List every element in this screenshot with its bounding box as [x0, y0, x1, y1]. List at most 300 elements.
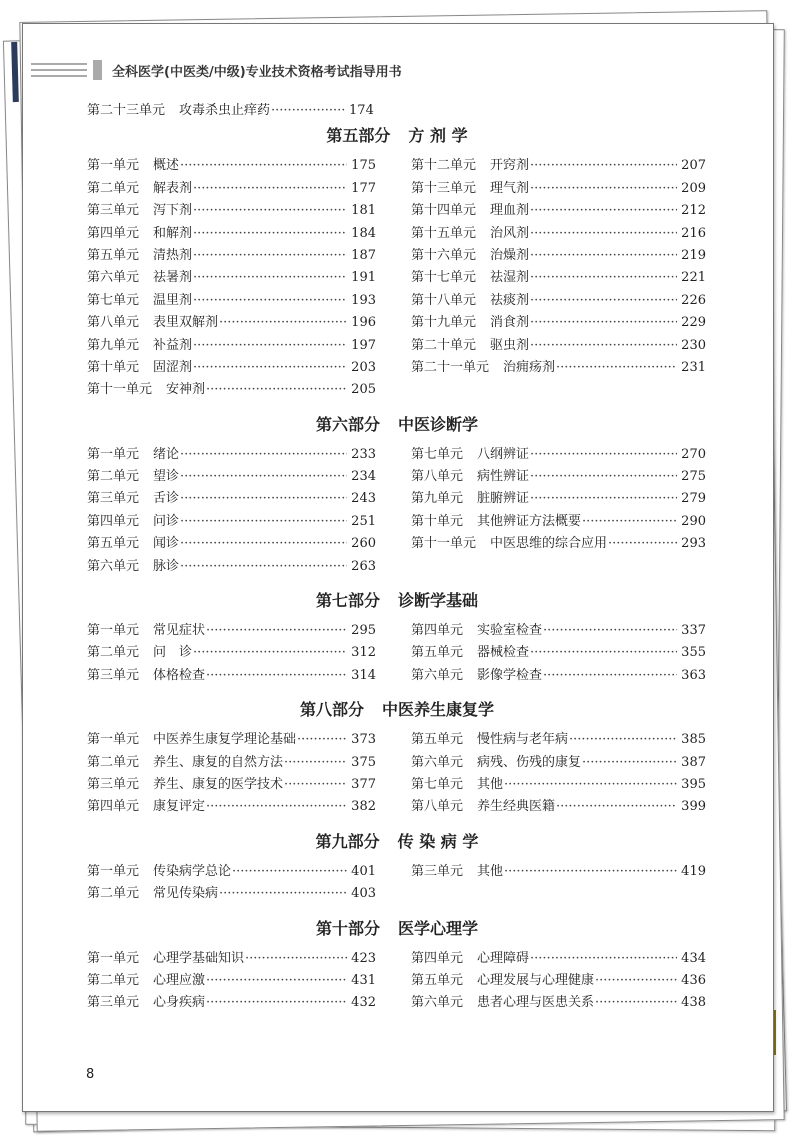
- toc-unit: 第六单元: [411, 667, 464, 683]
- toc-title: 祛暑剂: [153, 270, 193, 286]
- toc-page: 403: [351, 886, 376, 902]
- toc-entry[interactable]: [411, 729, 706, 751]
- toc-unit: 第九单元: [87, 337, 140, 353]
- toc-page: 395: [681, 776, 706, 792]
- toc-entry[interactable]: [87, 729, 376, 751]
- toc-page: 432: [351, 995, 376, 1011]
- dot-leader: [232, 861, 347, 883]
- dot-leader: [530, 335, 677, 357]
- toc-unit: 第二单元: [87, 972, 140, 988]
- toc-page: 270: [681, 446, 706, 462]
- toc-unit: 第五单元: [87, 247, 140, 263]
- toc-unit: 第四单元: [87, 799, 140, 815]
- toc-entry[interactable]: [411, 178, 706, 200]
- toc-unit: 第二单元: [87, 754, 140, 770]
- toc-title: 心理学基础知识: [153, 950, 245, 966]
- toc-title: 其他辨证方法概要: [477, 513, 582, 529]
- toc-page: 197: [351, 337, 376, 353]
- toc-title: 养生、康复的医学技术: [153, 776, 284, 792]
- toc-unit: 第二单元: [87, 645, 140, 661]
- toc-entry[interactable]: [411, 155, 706, 177]
- dot-leader: [530, 948, 677, 970]
- toc-column-right: [411, 620, 706, 687]
- toc-entry[interactable]: [87, 444, 376, 466]
- toc-entry[interactable]: [411, 533, 706, 555]
- toc-part: [87, 410, 707, 578]
- toc-entry[interactable]: [411, 267, 706, 289]
- toc-entry[interactable]: [87, 970, 376, 992]
- dot-leader: [180, 511, 347, 533]
- dot-leader: [530, 488, 677, 510]
- toc-entry[interactable]: [87, 556, 376, 578]
- toc-title: 八纲辨证: [477, 446, 530, 462]
- toc-entry[interactable]: [87, 488, 376, 510]
- toc-page: 229: [681, 315, 706, 331]
- toc-entry[interactable]: [87, 290, 376, 312]
- toc-title: 其他: [477, 776, 504, 792]
- toc-page: 212: [681, 203, 706, 219]
- toc-title: 治痈疡剂: [503, 359, 556, 375]
- toc-unit: 第五单元: [411, 645, 464, 661]
- toc-title: 攻毒杀虫止痒药: [179, 103, 271, 118]
- dot-leader: [180, 466, 347, 488]
- toc-page: 231: [681, 359, 706, 375]
- toc-entry[interactable]: [87, 620, 376, 642]
- toc-page: 209: [681, 180, 706, 196]
- dot-leader: [530, 223, 677, 245]
- dot-leader: [271, 100, 345, 122]
- toc-entry[interactable]: [411, 357, 706, 379]
- toc-page: 385: [681, 732, 706, 748]
- dot-leader: [504, 774, 677, 796]
- toc-entry[interactable]: [87, 245, 376, 267]
- part-number: 第五部分: [326, 126, 391, 146]
- toc-unit: 第十九单元: [411, 315, 477, 331]
- toc-page: 251: [351, 513, 376, 529]
- toc-title: 理气剂: [490, 180, 530, 196]
- toc-page: 174: [349, 103, 374, 118]
- dot-leader: [595, 970, 677, 992]
- toc-part: [87, 827, 707, 906]
- toc-unit: 第六单元: [87, 270, 140, 286]
- toc-page: 399: [681, 799, 706, 815]
- toc-unit: 第一单元: [87, 950, 140, 966]
- dot-leader: [206, 379, 347, 401]
- toc-unit: 第二十单元: [411, 337, 477, 353]
- toc-unit: 第六单元: [87, 558, 140, 574]
- dot-leader: [284, 774, 347, 796]
- toc-entry[interactable]: [87, 100, 707, 122]
- toc-column-right: [411, 948, 706, 1015]
- toc-entry[interactable]: [411, 861, 706, 883]
- toc-title: 补益剂: [153, 337, 193, 353]
- dot-leader: [193, 245, 347, 267]
- dot-leader: [206, 992, 347, 1014]
- toc-entry[interactable]: [87, 533, 376, 555]
- toc-unit: 第三单元: [87, 776, 140, 792]
- dot-leader: [595, 992, 677, 1014]
- header-title: 全科医学(中医类/中级)专业技术资格考试指导用书: [112, 64, 402, 80]
- toc-title: 理血剂: [490, 203, 530, 219]
- toc-entry[interactable]: [87, 178, 376, 200]
- toc-page: 216: [681, 225, 706, 241]
- toc-unit: 第十二单元: [411, 158, 477, 174]
- toc-title: 表里双解剂: [153, 315, 219, 331]
- toc-entry[interactable]: [87, 379, 376, 401]
- dot-leader: [180, 444, 347, 466]
- dot-leader: [530, 466, 677, 488]
- toc-unit: 第三单元: [87, 667, 140, 683]
- dot-leader: [530, 178, 677, 200]
- toc-page: 196: [351, 315, 376, 331]
- toc-unit: 第四单元: [411, 950, 464, 966]
- dot-leader: [556, 796, 677, 818]
- toc-title: 安神剂: [166, 382, 206, 398]
- toc-page: 431: [351, 972, 376, 988]
- toc-page: 243: [351, 491, 376, 507]
- toc-unit: 第十单元: [87, 359, 140, 375]
- toc-entry[interactable]: [87, 861, 376, 883]
- toc-unit: 第十一单元: [411, 536, 477, 552]
- toc-page: 226: [681, 292, 706, 308]
- toc-unit: 第二单元: [87, 469, 140, 485]
- toc-page: 177: [351, 180, 376, 196]
- toc-title: 体格检查: [153, 667, 206, 683]
- toc-entry[interactable]: [411, 511, 706, 533]
- toc-entry[interactable]: [87, 466, 376, 488]
- header-decoration: [31, 61, 87, 79]
- part-name: 中医养生康复学: [382, 700, 495, 720]
- toc-unit: 第十单元: [411, 513, 464, 529]
- part-title: [87, 121, 707, 151]
- toc-title: 问 诊: [153, 645, 193, 661]
- toc-unit: 第四单元: [411, 623, 464, 639]
- toc-unit: 第七单元: [411, 776, 464, 792]
- toc-page: 275: [681, 469, 706, 485]
- dot-leader: [206, 796, 347, 818]
- dot-leader: [219, 883, 347, 905]
- toc-entry[interactable]: [411, 312, 706, 334]
- dot-leader: [530, 444, 677, 466]
- toc-entry[interactable]: [411, 642, 706, 664]
- dot-leader: [193, 267, 347, 289]
- dot-leader: [180, 533, 347, 555]
- toc-unit: 第四单元: [87, 225, 140, 241]
- toc-title: 概述: [153, 158, 180, 174]
- toc-title: 祛湿剂: [490, 270, 530, 286]
- dot-leader: [530, 312, 677, 334]
- toc-page: 375: [351, 754, 376, 770]
- toc-page: 363: [681, 667, 706, 683]
- toc-page: 423: [351, 950, 376, 966]
- dot-leader: [180, 556, 347, 578]
- toc-page: 260: [351, 536, 376, 552]
- part-title: [87, 410, 707, 440]
- dot-leader: [556, 357, 677, 379]
- toc-unit: 第三单元: [87, 203, 140, 219]
- part-title: [87, 586, 707, 616]
- toc-title: 温里剂: [153, 292, 193, 308]
- toc-unit: 第十四单元: [411, 203, 477, 219]
- toc-entry[interactable]: [87, 774, 376, 796]
- toc-column-left: [87, 861, 376, 906]
- toc-page: 355: [681, 645, 706, 661]
- toc-column-right: [411, 861, 706, 906]
- toc-unit: 第二单元: [87, 886, 140, 902]
- toc-page: 438: [681, 995, 706, 1011]
- toc-columns: [87, 861, 707, 906]
- toc-page: 193: [351, 292, 376, 308]
- toc-page: 434: [681, 950, 706, 966]
- document-page: [22, 23, 774, 1112]
- toc-entry[interactable]: [411, 774, 706, 796]
- toc-title: 闻诊: [153, 536, 180, 552]
- toc-unit: 第一单元: [87, 446, 140, 462]
- toc-title: 慢性病与老年病: [477, 732, 569, 748]
- part-number: 第七部分: [315, 591, 380, 611]
- toc-unit: 第一单元: [87, 863, 140, 879]
- toc-part: [87, 695, 707, 819]
- toc-entry[interactable]: [411, 752, 706, 774]
- toc-unit: 第三单元: [87, 491, 140, 507]
- toc-columns: [87, 620, 707, 687]
- toc-page: 191: [351, 270, 376, 286]
- toc-unit: 第八单元: [411, 469, 464, 485]
- toc-title: 望诊: [153, 469, 180, 485]
- toc-unit: 第十七单元: [411, 270, 477, 286]
- toc-unit: 第五单元: [411, 972, 464, 988]
- toc-entry[interactable]: [411, 970, 706, 992]
- toc-entry[interactable]: [411, 466, 706, 488]
- toc-title: 祛痰剂: [490, 292, 530, 308]
- part-number: 第九部分: [315, 831, 380, 851]
- dot-leader: [245, 948, 347, 970]
- toc-unit: 第十八单元: [411, 292, 477, 308]
- toc-page: 175: [351, 158, 376, 174]
- toc-unit: 第三单元: [411, 863, 464, 879]
- part-name: 诊断学基础: [398, 591, 479, 611]
- dot-leader: [608, 533, 677, 555]
- toc-entry[interactable]: [411, 245, 706, 267]
- toc-unit: 第六单元: [411, 754, 464, 770]
- toc-unit: 第十六单元: [411, 247, 477, 263]
- toc-entry[interactable]: [411, 948, 706, 970]
- toc-entry[interactable]: [411, 223, 706, 245]
- toc-title: 病残、伤残的康复: [477, 754, 582, 770]
- toc-title: 常见症状: [153, 623, 206, 639]
- toc-entry[interactable]: [87, 796, 376, 818]
- toc-unit: 第八单元: [411, 799, 464, 815]
- table-of-contents: [87, 100, 707, 1015]
- toc-entry[interactable]: [87, 992, 376, 1014]
- toc-unit: 第一单元: [87, 732, 140, 748]
- dot-leader: [530, 642, 677, 664]
- toc-title: 常见传染病: [153, 886, 219, 902]
- toc-title: 影像学检查: [477, 667, 543, 683]
- part-number: 第六部分: [315, 414, 380, 434]
- toc-entry[interactable]: [87, 752, 376, 774]
- part-name: 医学心理学: [398, 918, 479, 938]
- toc-title: 中医养生康复学理论基础: [153, 732, 297, 748]
- dot-leader: [206, 620, 347, 642]
- running-header: [31, 60, 402, 80]
- dot-leader: [297, 729, 347, 751]
- part-title: [87, 695, 707, 725]
- toc-page: 293: [681, 536, 706, 552]
- toc-page: 219: [681, 247, 706, 263]
- part-name: 传 染 病 学: [397, 831, 479, 851]
- dot-leader: [284, 752, 347, 774]
- toc-entry[interactable]: [87, 511, 376, 533]
- dot-leader: [193, 223, 347, 245]
- toc-entry[interactable]: [87, 155, 376, 177]
- toc-page: 387: [681, 754, 706, 770]
- dot-leader: [219, 312, 347, 334]
- toc-entry[interactable]: [411, 200, 706, 222]
- toc-title: 舌诊: [153, 491, 180, 507]
- part-name: 中医诊断学: [398, 414, 479, 434]
- toc-entry[interactable]: [87, 200, 376, 222]
- dot-leader: [193, 178, 347, 200]
- header-bar: [93, 60, 102, 80]
- page-number: 8: [86, 1067, 95, 1082]
- toc-entry[interactable]: [87, 665, 376, 687]
- toc-title: 问诊: [153, 513, 180, 529]
- toc-entry[interactable]: [411, 335, 706, 357]
- toc-column-right: [411, 444, 706, 578]
- toc-column-left: [87, 444, 376, 578]
- toc-page: 279: [681, 491, 706, 507]
- toc-page: 337: [681, 623, 706, 639]
- toc-title: 养生经典医籍: [477, 799, 556, 815]
- toc-title: 中医思维的综合应用: [490, 536, 608, 552]
- toc-unit: 第二十一单元: [411, 359, 490, 375]
- toc-page: 401: [351, 863, 376, 879]
- toc-title: 其他: [477, 863, 504, 879]
- toc-unit: 第三单元: [87, 995, 140, 1011]
- part-number: 第八部分: [299, 700, 364, 720]
- dot-leader: [206, 970, 347, 992]
- toc-entry[interactable]: [411, 488, 706, 510]
- dot-leader: [543, 665, 677, 687]
- toc-entry[interactable]: [411, 665, 706, 687]
- toc-column-left: [87, 948, 376, 1015]
- toc-page: 207: [681, 158, 706, 174]
- toc-entry[interactable]: [87, 223, 376, 245]
- toc-unit: 第四单元: [87, 513, 140, 529]
- toc-unit: 第十一单元: [87, 382, 153, 398]
- toc-page: 187: [351, 247, 376, 263]
- toc-entry[interactable]: [411, 992, 706, 1014]
- toc-page: 377: [351, 776, 376, 792]
- dot-leader: [530, 155, 677, 177]
- toc-unit: 第六单元: [411, 995, 464, 1011]
- dot-leader: [193, 290, 347, 312]
- toc-title: 心身疾病: [153, 995, 206, 1011]
- toc-title: 驱虫剂: [490, 337, 530, 353]
- part-name: 方 剂 学: [408, 126, 468, 146]
- toc-page: 290: [681, 513, 706, 529]
- toc-part: [87, 121, 707, 401]
- toc-column-right: [411, 729, 706, 819]
- toc-title: 传染病学总论: [153, 863, 232, 879]
- toc-entry[interactable]: [411, 444, 706, 466]
- dot-leader: [193, 642, 347, 664]
- toc-unit: 第七单元: [87, 292, 140, 308]
- toc-title: 心理应激: [153, 972, 206, 988]
- toc-entry[interactable]: [411, 796, 706, 818]
- toc-unit: 第二十三单元: [87, 103, 166, 118]
- toc-title: 绪论: [153, 446, 180, 462]
- toc-title: 脉诊: [153, 558, 180, 574]
- toc-title: 器械检查: [477, 645, 530, 661]
- toc-entry[interactable]: [87, 357, 376, 379]
- dot-leader: [530, 267, 677, 289]
- toc-unit: 第二单元: [87, 180, 140, 196]
- toc-entry[interactable]: [87, 312, 376, 334]
- toc-unit: 第十五单元: [411, 225, 477, 241]
- toc-title: 心理发展与心理健康: [477, 972, 595, 988]
- toc-entry[interactable]: [87, 642, 376, 664]
- toc-columns: [87, 155, 707, 401]
- toc-column-left: [87, 729, 376, 819]
- part-number: 第十部分: [315, 918, 380, 938]
- toc-page: 419: [681, 863, 706, 879]
- toc-entry[interactable]: [411, 620, 706, 642]
- toc-page: 230: [681, 337, 706, 353]
- toc-title: 消食剂: [490, 315, 530, 331]
- toc-columns: [87, 729, 707, 819]
- toc-title: 患者心理与医患关系: [477, 995, 595, 1011]
- dot-leader: [180, 155, 347, 177]
- toc-title: 养生、康复的自然方法: [153, 754, 284, 770]
- toc-title: 和解剂: [153, 225, 193, 241]
- dot-leader: [530, 245, 677, 267]
- toc-title: 泻下剂: [153, 203, 193, 219]
- dot-leader: [530, 290, 677, 312]
- toc-page: 233: [351, 446, 376, 462]
- toc-column-right: [411, 155, 706, 401]
- toc-part: [87, 586, 707, 687]
- dot-leader: [193, 357, 347, 379]
- toc-entry[interactable]: [87, 335, 376, 357]
- toc-columns: [87, 948, 707, 1015]
- toc-unit: 第七单元: [411, 446, 464, 462]
- toc-entry[interactable]: [411, 290, 706, 312]
- toc-title: 康复评定: [153, 799, 206, 815]
- toc-title: 病性辨证: [477, 469, 530, 485]
- toc-column-left: [87, 155, 376, 401]
- dot-leader: [504, 861, 677, 883]
- toc-page: 205: [351, 382, 376, 398]
- toc-part: [87, 914, 707, 1015]
- dot-leader: [180, 488, 347, 510]
- toc-entry[interactable]: [87, 883, 376, 905]
- toc-page: 436: [681, 972, 706, 988]
- dot-leader: [193, 335, 347, 357]
- toc-entry[interactable]: [87, 267, 376, 289]
- toc-title: 脏腑辨证: [477, 491, 530, 507]
- toc-unit: 第十三单元: [411, 180, 477, 196]
- toc-column-left: [87, 620, 376, 687]
- dot-leader: [193, 200, 347, 222]
- toc-page: 373: [351, 732, 376, 748]
- toc-title: 治风剂: [490, 225, 530, 241]
- toc-entry[interactable]: [87, 948, 376, 970]
- toc-title: 清热剂: [153, 247, 193, 263]
- toc-unit: 第一单元: [87, 623, 140, 639]
- toc-unit: 第五单元: [411, 732, 464, 748]
